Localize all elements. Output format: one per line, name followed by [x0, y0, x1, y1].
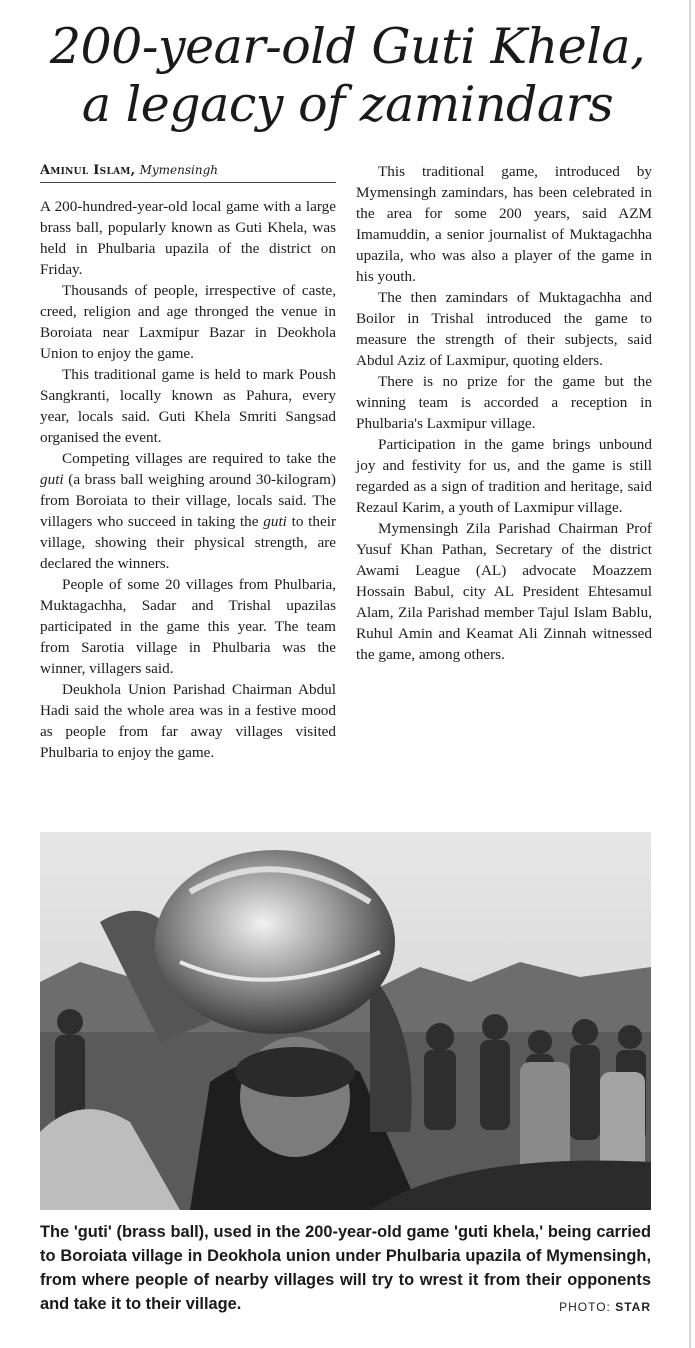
news-photo	[40, 832, 651, 1210]
photo-crowd-carrying-brass-ball-icon	[40, 832, 651, 1210]
article-column-2	[356, 161, 652, 665]
article-paragraph-2: Thousands of people, irrespective of caste, creed, religion and age thronged the venue in Boroiata near Laxmipur Bazar in Deokhola Union to enjoy the game.	[40, 282, 336, 362]
photo-credit-label: PHOTO:	[559, 1300, 611, 1314]
article-paragraph-3: This traditional game is held to mark Poush Sangkranti, locally known as Pahura, every year, locals said. Guti Khela Smriti Sangsad organised the event.	[40, 366, 336, 446]
article-paragraph-10: Participation in the game brings unbound joy and festivity for us, and the game is still regarded as a sign of tradition and heritage, said Rezaul Karim, a youth of Laxmipur village.	[356, 436, 652, 516]
article-paragraph-5: People of some 20 villages from Phulbaria, Muktagachha, Sadar and Trishal upazilas participated in the game this year. The team from Sarotia village in Phulbaria was the winner, villagers said.	[40, 576, 336, 677]
article-paragraph-6: Deukhola Union Parishad Chairman Abdul Hadi said the whole area was in a festive mood as people from far away villages visited Phulbaria to enjoy the game.	[40, 681, 336, 761]
page-edge-divider	[689, 0, 691, 1348]
photo-credit-source: STAR	[615, 1300, 651, 1314]
headline-line-2: a legacy of zamindars	[81, 76, 614, 133]
article-paragraph-1: A 200-hundred-year-old local game with a large brass ball, popularly known as Guti Khela, was held in Phulbaria upazila of the district on Friday.	[40, 198, 336, 278]
headline	[0, 18, 695, 134]
article-paragraph-7: This traditional game, introduced by Mymensingh zamindars, has been celebrated in the area for some 200 years, said AZM Imamuddin, a senior journalist of Muktagachha upazila, who was also a player of the game in his youth.	[356, 163, 652, 285]
byline	[40, 163, 336, 183]
article-paragraph-11: Mymensingh Zila Parishad Chairman Prof Yusuf Khan Pathan, Secretary of the district Awami League (AL) advocate Moazzem Hossain Babul, city AL President Ehtesamul Alam, Zila Parishad member Tajul Islam Bablu, Ruhul Amin and Keamat Ali Zinnah witnessed the game, among others.	[356, 520, 652, 663]
photo-caption: The 'guti' (brass ball), used in the 200-year-old game 'guti khela,' being carried to Boroiata village in Deokhola union under Phulbaria upazila of Mymensingh, from where people of nearby villages will try to wrest it from their opponents and take it to their village.	[40, 1223, 651, 1313]
article-column-1	[40, 196, 336, 763]
headline-line-1: 200-year-old Guti Khela,	[49, 18, 646, 75]
article-paragraph-8: The then zamindars of Muktagachha and Boilor in Trishal introduced the game to measure the strength of their subjects, said Abdul Aziz of Laxmipur, quoting elders.	[356, 289, 652, 369]
article-paragraph-4: Competing villages are required to take the guti (a brass ball weighing around 30-kilogram) from Boroiata to their village, locals said. The villagers who succeed in taking the guti to their village, showing their physical strength, are declared the winners.	[40, 450, 337, 572]
photo-credit	[559, 1300, 651, 1314]
article-paragraph-9: There is no prize for the game but the winning team is accorded a reception in Phulbaria's Laxmipur village.	[356, 373, 652, 432]
byline-author: Aminul Islam,	[40, 163, 136, 178]
byline-location: Mymensingh	[139, 163, 219, 177]
